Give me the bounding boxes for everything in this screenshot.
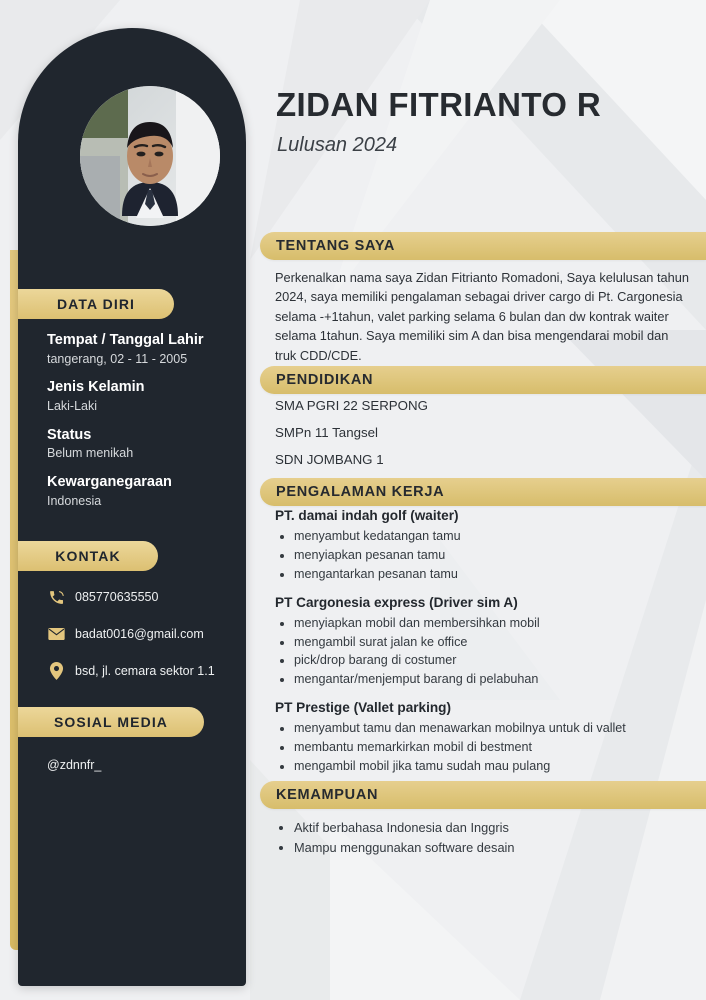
data-diri-label: DATA DIRI (56, 296, 136, 312)
job-duty: • pick/drop barang di costumer (294, 651, 694, 670)
job-duty: • menyiapkan pesanan tamu (294, 546, 694, 565)
field-value-jenis-kelamin: Laki-Laki (47, 399, 98, 413)
education-item: SMA PGRI 22 SERPONG (275, 398, 428, 413)
location-pin-icon (47, 662, 65, 680)
job-duty: • mengambil mobil jika tamu sudah mau pulang (294, 757, 694, 776)
tentang-saya-label: TENTANG SAYA (276, 238, 396, 254)
contact-address-value: bsd, jl. cemara sektor 1.1 (75, 664, 215, 678)
job-duty: • mengantar/menjemput barang di pelabuhan (294, 670, 694, 689)
field-label-jenis-kelamin: Jenis Kelamin (47, 379, 145, 396)
phone-icon (47, 588, 65, 606)
contact-phone[interactable] (47, 588, 246, 606)
contact-email-value: badat0016@gmail.com (75, 627, 204, 641)
profile-photo (80, 86, 220, 226)
education-list (275, 398, 692, 479)
field-value-status: Belum menikah (47, 446, 134, 461)
job-duties (275, 614, 694, 690)
job-duty: • mengambil surat jalan ke office (294, 633, 694, 652)
section-header-tentang-saya (260, 232, 706, 260)
skill-item: • Mampu menggunakan software desain (294, 838, 694, 858)
experience-list (275, 508, 694, 787)
skills-list (275, 818, 694, 858)
job-duties (275, 527, 694, 584)
sosial-media-label: SOSIAL MEDIA (53, 714, 169, 730)
section-header-kemampuan (260, 781, 706, 809)
pengalaman-kerja-label: PENGALAMAN KERJA (276, 484, 445, 500)
kontak-label: KONTAK (55, 548, 121, 564)
contact-phone-value: 085770635550 (75, 590, 159, 604)
sidebar-section-sosial-media-title (18, 707, 204, 737)
instagram-handle[interactable]: @zdnnfr_ (47, 758, 102, 772)
job-title: PT Cargonesia express (Driver sim A) (275, 594, 518, 610)
job-duties (275, 719, 694, 776)
sidebar-panel (18, 28, 246, 986)
contact-email[interactable] (47, 625, 246, 643)
education-item: SMPn 11 Tangsel (275, 425, 378, 440)
skill-item: • Aktif berbahasa Indonesia dan Inggris (294, 818, 694, 838)
field-label-tempat-tanggal-lahir: Tempat / Tanggal Lahir (47, 332, 204, 348)
envelope-icon (47, 625, 65, 643)
education-item: SDN JOMBANG 1 (275, 452, 384, 467)
sosial-media-list (47, 756, 237, 774)
job-duty: • menyambut kedatangan tamu (294, 527, 694, 546)
job-title: PT Prestige (Vallet parking) (275, 700, 452, 716)
kemampuan-label: KEMAMPUAN (276, 787, 379, 803)
field-label-kewarganegaraan: Kewarganegaraan (47, 474, 172, 491)
field-label-status: Status (47, 426, 92, 443)
job-duty: • menyiapkan mobil dan membersihkan mobil (294, 614, 694, 633)
data-diri-fields (47, 331, 237, 521)
kontak-list (47, 588, 246, 699)
section-header-pengalaman-kerja (260, 478, 706, 506)
field-value-tempat-tanggal-lahir: tangerang, 02 - 11 - 2005 (47, 351, 188, 366)
job-duty: • menyambut tamu dan menawarkan mobilnya untuk di vallet (294, 719, 694, 738)
job-duty: • mengantarkan pesanan tamu (294, 565, 694, 584)
pendidikan-label: PENDIDIKAN (276, 372, 374, 388)
field-value-kewarganegaraan: Indonesia (47, 493, 102, 508)
section-header-pendidikan (260, 366, 706, 394)
job-title: PT. damai indah golf (waiter) (275, 508, 459, 523)
contact-address[interactable] (47, 662, 246, 680)
job-duty: • membantu memarkirkan mobil di bestment (294, 738, 694, 757)
page-subtitle: Lulusan 2024 (277, 134, 398, 156)
about-paragraph: Perkenalkan nama saya Zidan Fitrianto Romadoni, Saya kelulusan tahun 2024, saya memiliki pengalaman sebagai driver cargo di Pt. Cargonesia selama -+1tahun, valet parking selama 6 bulan dan dw kontrak waiter selama 1tahun. Saya memiliki sim A dan bisa mengendarai mobil dan truk CDD/CDE. (275, 270, 690, 363)
page-title: ZIDAN FITRIANTO R (276, 86, 602, 123)
sidebar-section-data-diri-title (18, 289, 174, 319)
sidebar-section-kontak-title (18, 541, 158, 571)
